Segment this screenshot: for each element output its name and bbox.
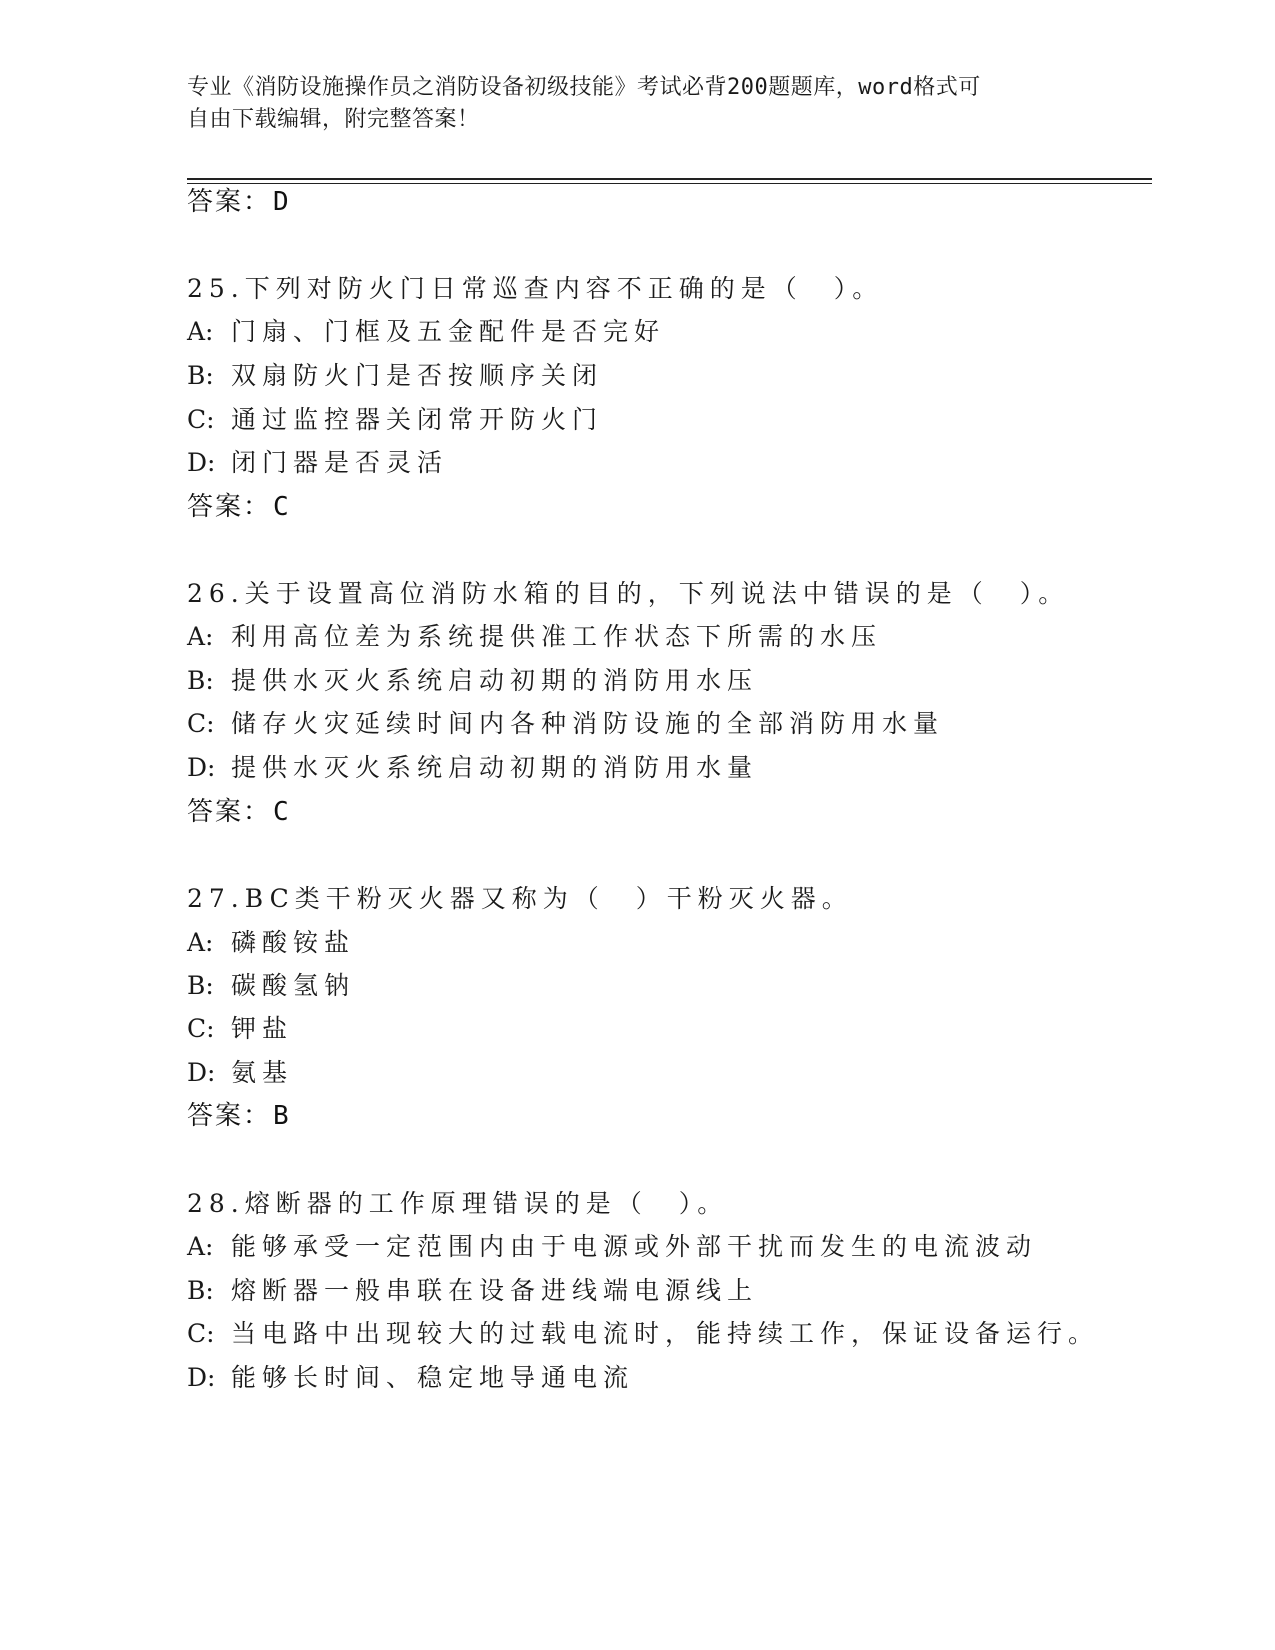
- question-26-option-a: [187, 620, 882, 654]
- question-28-stem: 28.熔断器的工作原理错误的是（ ）。: [187, 1189, 729, 1218]
- question-27-option-d: [187, 1056, 293, 1090]
- option-key: A:: [187, 317, 214, 346]
- question-25-option-a: [187, 315, 665, 349]
- question-25-stem: 25.下列对防火门日常巡查内容不正确的是（ ）。: [187, 274, 884, 303]
- option-text: 能够长时间、稳定地导通电流: [231, 1363, 635, 1392]
- answer-label: 答案：: [187, 187, 272, 217]
- question-28-option-d: [187, 1361, 634, 1395]
- option-text: 当电路中出现较大的过载电流时，能持续工作，保证设备运行。: [231, 1319, 1100, 1348]
- option-key: A:: [187, 928, 214, 957]
- answer-value: B: [273, 1101, 289, 1131]
- option-text: 通过监控器关闭常开防火门: [231, 405, 604, 434]
- option-key: C:: [187, 1014, 215, 1043]
- option-key: A:: [187, 622, 214, 651]
- option-key: A:: [187, 1232, 214, 1261]
- answer-label: 答案：: [187, 797, 272, 827]
- question-28-option-a: [187, 1230, 1037, 1264]
- option-key: B:: [187, 361, 214, 390]
- option-key: C:: [187, 709, 215, 738]
- question-27-option-c: [187, 1012, 293, 1046]
- question-27-answer: [187, 1099, 289, 1133]
- answer-value: C: [273, 797, 289, 827]
- option-key: C:: [187, 1319, 215, 1348]
- option-key: B:: [187, 971, 214, 1000]
- option-text: 磷酸铵盐: [231, 928, 356, 957]
- option-key: D:: [187, 1363, 216, 1392]
- header-divider: [187, 178, 1152, 180]
- option-text: 利用高位差为系统提供准工作状态下所需的水压: [231, 622, 883, 651]
- option-text: 储存火灾延续时间内各种消防设施的全部消防用水量: [231, 709, 945, 738]
- question-25-answer: [187, 490, 289, 524]
- question-28-option-c: [187, 1317, 1099, 1351]
- question-26-stem: 26.关于设置高位消防水箱的目的，下列说法中错误的是（ ）。: [187, 579, 1070, 608]
- option-text: 提供水灭火系统启动初期的消防用水压: [231, 666, 759, 695]
- option-text: 双扇防火门是否按顺序关闭: [231, 361, 604, 390]
- option-text: 门扇、门框及五金配件是否完好: [231, 317, 666, 346]
- question-28-option-b: [187, 1274, 758, 1308]
- answer-label: 答案：: [187, 492, 272, 522]
- question-25-option-d: [187, 446, 448, 480]
- question-26-option-b: [187, 664, 758, 698]
- option-text: 能够承受一定范围内由于电源或外部干扰而发生的电流波动: [231, 1232, 1038, 1261]
- answer-value: D: [273, 187, 289, 217]
- header-line-2: 自由下载编辑，附完整答案！: [187, 107, 480, 132]
- option-key: D:: [187, 448, 216, 477]
- answer-previous: [187, 185, 289, 219]
- answer-label: 答案：: [187, 1101, 272, 1131]
- question-26-option-d: [187, 751, 758, 785]
- option-text: 钾盐: [231, 1014, 294, 1043]
- header-divider-thin: [187, 183, 1152, 184]
- option-key: D:: [187, 753, 216, 782]
- option-text: 提供水灭火系统启动初期的消防用水量: [231, 753, 759, 782]
- option-text: 闭门器是否灵活: [231, 448, 449, 477]
- question-26-option-c: [187, 707, 944, 741]
- question-27-stem: 27.BC类干粉灭火器又称为（ ）干粉灭火器。: [187, 884, 853, 913]
- answer-value: C: [273, 492, 289, 522]
- option-key: C:: [187, 405, 215, 434]
- option-key: D:: [187, 1058, 216, 1087]
- option-key: B:: [187, 1276, 214, 1305]
- header-line-1: 专业《消防设施操作员之消防设备初级技能》考试必背200题题库，word格式可: [187, 75, 981, 100]
- question-25-option-c: [187, 403, 603, 437]
- question-27-option-b: [187, 969, 355, 1003]
- document-header: [187, 72, 1087, 136]
- question-27-option-a: [187, 926, 355, 960]
- option-text: 碳酸氢钠: [231, 971, 356, 1000]
- option-text: 熔断器一般串联在设备进线端电源线上: [231, 1276, 759, 1305]
- option-key: B:: [187, 666, 214, 695]
- question-26-answer: [187, 795, 289, 829]
- option-text: 氨基: [231, 1058, 294, 1087]
- question-25-option-b: [187, 359, 603, 393]
